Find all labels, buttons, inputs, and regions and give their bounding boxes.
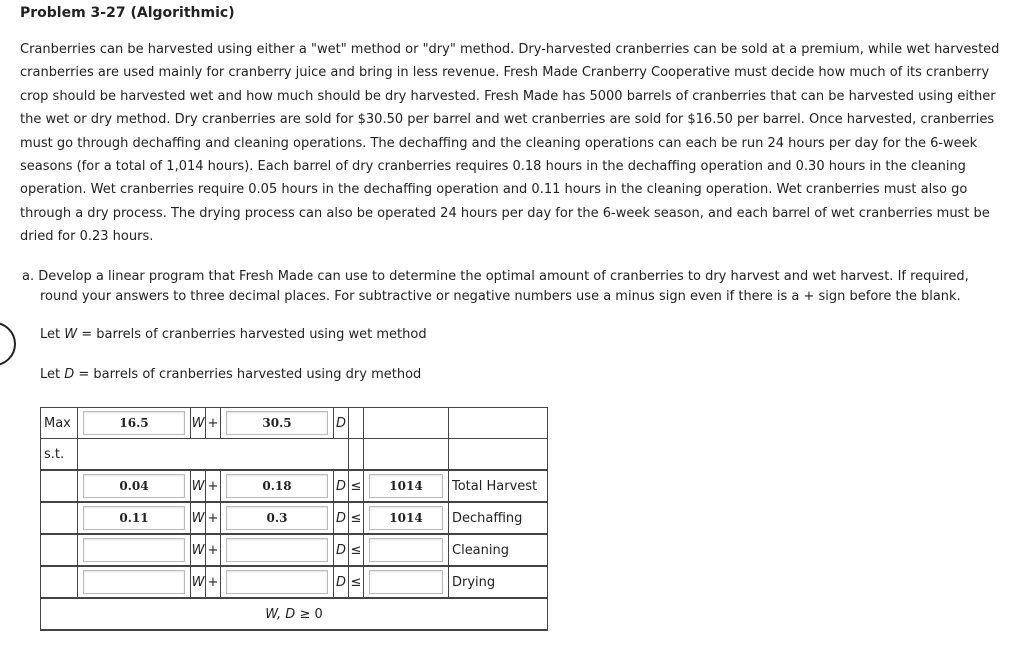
- empty-cell: [41, 534, 78, 566]
- empty-cell: [449, 439, 548, 471]
- c3-w-cell: [78, 534, 191, 566]
- nonneg-relation: ≥ 0: [299, 606, 323, 622]
- nonneg-vars: W, D: [265, 606, 296, 622]
- let-w-var: W: [64, 327, 78, 342]
- let-d-var: D: [64, 367, 75, 382]
- nonnegativity-row: [41, 598, 548, 630]
- c4-d-input[interactable]: [226, 570, 328, 594]
- linear-program-table: [40, 407, 548, 631]
- empty-cell: [449, 408, 548, 439]
- constraint-row-dechaffing: [41, 502, 548, 534]
- question-a-line2: round your answers to three decimal places. For subtractive or negative numbers use a minus sign even if there is a + sign before the blank.: [40, 289, 961, 304]
- max-label: Max: [41, 408, 78, 439]
- constraint-row-cleaning: [41, 534, 548, 566]
- empty-cell: [41, 470, 78, 502]
- c1-w-cell: [78, 470, 191, 502]
- c2-d-input[interactable]: 0.3: [226, 506, 328, 530]
- objective-row: [41, 408, 548, 439]
- var-w: W: [191, 566, 206, 598]
- empty-cell: [364, 439, 449, 471]
- var-d: D: [334, 470, 349, 502]
- plus-sign: +: [206, 502, 221, 534]
- st-label: s.t.: [41, 439, 78, 471]
- c1-w-input[interactable]: 0.04: [83, 474, 185, 498]
- leq-sign: ≤: [349, 502, 364, 534]
- var-w: W: [191, 408, 206, 439]
- question-a-line1: a. Develop a linear program that Fresh Made can use to determine the optimal amount of cranberries to dry harvest and wet harvest. If required,: [22, 269, 969, 284]
- leq-sign: ≤: [349, 470, 364, 502]
- leq-sign: ≤: [349, 534, 364, 566]
- c1-d-cell: [221, 470, 334, 502]
- c1-d-input[interactable]: 0.18: [226, 474, 328, 498]
- var-w: W: [191, 534, 206, 566]
- c3-w-input[interactable]: [83, 538, 185, 562]
- c4-rhs-cell: [364, 566, 449, 598]
- c3-d-input[interactable]: [226, 538, 328, 562]
- empty-cell: [41, 566, 78, 598]
- var-d: D: [334, 408, 349, 439]
- c3-name: Cleaning: [449, 534, 548, 566]
- problem-title: Problem 3-27 (Algorithmic): [20, 5, 235, 21]
- plus-sign: +: [206, 534, 221, 566]
- c1-rhs-cell: [364, 470, 449, 502]
- let-d-prefix: Let: [40, 367, 65, 382]
- st-row: [41, 439, 548, 471]
- leq-sign: ≤: [349, 566, 364, 598]
- nonnegativity-constraint: [41, 598, 548, 630]
- empty-cell: [78, 439, 349, 471]
- constraint-row-drying: [41, 566, 548, 598]
- empty-cell: [364, 408, 449, 439]
- var-w: W: [191, 502, 206, 534]
- c3-d-cell: [221, 534, 334, 566]
- c2-w-input[interactable]: 0.11: [83, 506, 185, 530]
- plus-sign: +: [206, 408, 221, 439]
- obj-d-cell: [221, 408, 334, 439]
- c1-name: Total Harvest: [449, 470, 548, 502]
- c1-rhs-input[interactable]: 1014: [369, 474, 443, 498]
- c3-rhs-cell: [364, 534, 449, 566]
- c3-rhs-input[interactable]: [369, 538, 443, 562]
- obj-w-cell: [78, 408, 191, 439]
- radio-indicator[interactable]: [0, 322, 16, 366]
- empty-cell: [349, 439, 364, 471]
- var-d: D: [334, 502, 349, 534]
- c4-name: Drying: [449, 566, 548, 598]
- var-d: D: [334, 534, 349, 566]
- let-d-definition: [40, 367, 421, 382]
- constraint-row-total-harvest: [41, 470, 548, 502]
- c4-w-cell: [78, 566, 191, 598]
- c2-w-cell: [78, 502, 191, 534]
- problem-description: Cranberries can be harvested using either a "wet" method or "dry" method. Dry-harvested cranberries can be sold at a premium, while wet harvested cranberries are used mainly for cranberry juice and bring in less revenue. Fresh Made Cranberry Cooperative must decide how much of its cranberry crop should be harvested wet and how much should be dry harvested. Fresh Made has 5000 barrels of cranberries that can be harvested using either the wet or dry method. Dry cranberries are sold for $30.50 per barrel and wet cranberries are sold for $16.50 per barrel. Once harvested, cranberries must go through dechaffing and cleaning operations. The dechaffing and the cleaning operations can each be run 24 hours per day for the 6-week seasons (for a total of 1,014 hours). Each barrel of dry cranberries requires 0.18 hours in the dechaffing operation and 0.30 hours in the cleaning operation. Wet cranberries require 0.05 hours in the dechaffing operation and 0.11 hours in the cleaning operation. Wet cranberries must also go through a dry process. The drying process can also be operated 24 hours per day for the 6-week season, and each barrel of wet cranberries must be dried for 0.23 hours.: [20, 42, 1000, 245]
- question-a: [22, 267, 1012, 307]
- empty-cell: [349, 408, 364, 439]
- c2-d-cell: [221, 502, 334, 534]
- obj-w-input[interactable]: 16.5: [83, 411, 185, 435]
- c4-rhs-input[interactable]: [369, 570, 443, 594]
- c2-name: Dechaffing: [449, 502, 548, 534]
- let-d-suffix: = barrels of cranberries harvested using dry method: [74, 367, 422, 382]
- var-w: W: [191, 470, 206, 502]
- c2-rhs-input[interactable]: 1014: [369, 506, 443, 530]
- c4-w-input[interactable]: [83, 570, 185, 594]
- plus-sign: +: [206, 470, 221, 502]
- empty-cell: [41, 502, 78, 534]
- let-w-prefix: Let: [40, 327, 65, 342]
- c4-d-cell: [221, 566, 334, 598]
- let-w-suffix: = barrels of cranberries harvested using wet method: [77, 327, 427, 342]
- obj-d-input[interactable]: 30.5: [226, 411, 328, 435]
- plus-sign: +: [206, 566, 221, 598]
- let-w-definition: [40, 327, 427, 342]
- c2-rhs-cell: [364, 502, 449, 534]
- var-d: D: [334, 566, 349, 598]
